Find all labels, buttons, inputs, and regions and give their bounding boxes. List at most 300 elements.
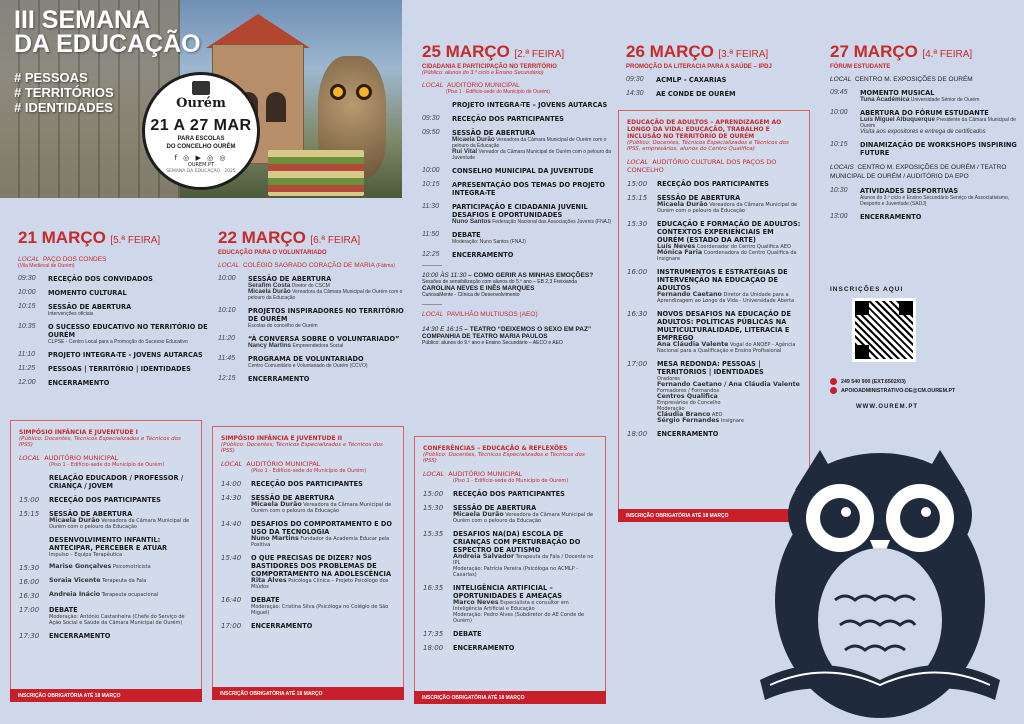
role-label: Oradores <box>657 376 680 382</box>
event-title: RECEÇÃO DOS PARTICIPANTES <box>251 480 363 488</box>
event-title: MOMENTO CULTURAL <box>48 289 127 297</box>
speaker-line <box>48 339 208 345</box>
speaker-role: Moderação: Nuno Santos (FNAJ) <box>452 239 526 245</box>
event-title: RECEÇÃO DOS PARTICIPANTES <box>453 490 565 498</box>
event-body <box>248 307 408 329</box>
event-title: AE CONDE DE OURÉM <box>656 90 736 98</box>
speaker-name: Fernando Caetano / Ana Cláudia Valente <box>657 381 800 388</box>
event-title: “À CONVERSA SOBRE O VOLUNTARIADO” <box>248 335 400 343</box>
speaker-role: Especialista e consultor em Inteligência Artificial e Educação <box>453 600 569 612</box>
day-26-column: 26 MARÇO [3.ª FEIRA] PROMOÇÃO DA LITERACIA PARA A SAÚDE – IPDJ 09:30 ACMLP - CAXARIAS 14:30 AE CONDE DE OURÉM <box>626 42 816 98</box>
event-title: ABERTURA DO FÓRUM ESTUDANTE <box>860 109 989 117</box>
moderation-note: Moderação: Patrícia Pereira (Psicóloga no ACMLP - Caxarias) <box>453 566 579 578</box>
owl-eye <box>356 84 372 100</box>
schedule-item <box>423 644 597 652</box>
event-body <box>49 564 193 572</box>
simposio-2-box: SIMPÓSIO INFÂNCIA E JUVENTUDE II (Público: Docentes, Técnicos Especializados e Técnicos dos IPSS) LOCAL AUDITÓRIO MUNICIPAL (Piso 1 - Edifício-sede do Município de Ourém) 14:00 RECEÇÃO DOS PARTICIPANTES 14:30 SESSÃO DE ABERTURA Micaela Durão Vereadora da Câmara Municipal de Ourém com o pelouro da Educação 14:40 DESAFIOS DO COMPORTAMENTO E DO USO DA TECNOLOGIA Nuno Martins Fundador da Academia Educar pela Positiva 15:40 O QUE PRECISAS DE DIZER? NOS BASTIDORES DOS PROBLEMAS DE COMPORTAMENTO NA ADOLESCÊNCIA Rita Alves Psicóloga Clínica – Projeto Psicólogo dos Miúdos 16:40 DEBATE Moderação: Cristina Silva (Psicóloga no Colégio de São Miguel) 17:00 ENCERRAMENTO INSCRIÇÃO OBRIGATÓRIA ATÉ 18 MARÇO <box>212 426 404 700</box>
speaker-name: Sérgio Fernandes <box>657 417 720 424</box>
schedule-item <box>19 510 193 530</box>
event-body <box>49 510 193 530</box>
event-body <box>453 504 597 524</box>
speaker-role: Terapeuta da Fala / Docente no IPL <box>453 554 594 566</box>
social-icons: f ◎ ▶ ◎ ◎ <box>174 154 228 162</box>
event-time: 15:00 <box>423 490 444 498</box>
speaker-line <box>49 564 193 570</box>
event-title: SESSÃO DE ABERTURA <box>48 303 132 311</box>
speaker-name: Luís Neves <box>657 243 696 250</box>
schedule-item <box>423 504 597 524</box>
speaker-name: Micaela Durão <box>248 288 291 295</box>
speaker-line <box>452 149 612 161</box>
event-title: PARTICIPAÇÃO E CIDADANIA JUVENIL DESAFIOS E OPORTUNIDADES <box>452 203 588 219</box>
event-time: 17:30 <box>19 632 40 640</box>
speaker-role: AEO <box>711 412 723 418</box>
speaker-role: Empreendedora Social <box>292 343 344 349</box>
speaker-role: Vereador da Câmara Municipal de Ourém com o pelouro da Juventude <box>452 149 612 161</box>
event-time: 10:00 <box>422 167 440 174</box>
event-title: EDUCAÇÃO E FORMAÇÃO DE ADULTOS: CONTEXTOS EXPERIENCIAIS EM OURÉM (ESTADO DA ARTE) <box>657 220 801 244</box>
event-body <box>251 554 395 590</box>
event-time: 15:00 <box>19 496 40 504</box>
schedule-item <box>19 606 193 626</box>
event-body <box>251 622 395 630</box>
registration-deadline: INSCRIÇÃO OBRIGATÓRIA ATÉ 18 MARÇO <box>618 509 810 522</box>
speaker-name: Soraia Vicente <box>49 577 101 584</box>
event-body <box>49 474 193 490</box>
speaker-line <box>251 578 395 590</box>
schedule-item <box>221 554 395 590</box>
event-body <box>860 187 1018 207</box>
speaker-role: Diretor da Unidade para a Aprendizagem ao Longo da Vida - Universidade Aberta <box>657 292 795 304</box>
registration-qr-code[interactable] <box>852 298 916 362</box>
registration-deadline: INSCRIÇÃO OBRIGATÓRIA ATÉ 18 MARÇO <box>414 691 606 704</box>
event-time: 10:15 <box>18 303 36 310</box>
event-title: III SEMANA DA EDUCAÇÃO <box>14 6 201 58</box>
event-body <box>49 536 193 558</box>
event-title: SESSÃO DE ABERTURA <box>452 129 536 137</box>
event-title: NOVOS DESAFIOS NA EDUCAÇÃO DE ADULTOS: POLÍTICAS PÚBLICAS NA MULTICULTURALIDADE, LITERACIA E EMPREGO <box>657 310 792 342</box>
schedule-item <box>19 564 193 572</box>
event-body <box>860 141 1018 157</box>
schedule-item <box>422 115 612 123</box>
event-time <box>19 474 49 490</box>
municipal-crest-icon <box>192 81 210 95</box>
speaker-line <box>49 592 193 598</box>
schedule-item <box>627 180 801 188</box>
schedule-item <box>221 622 395 630</box>
event-body <box>48 275 208 283</box>
event-title: PROGRAMA DE VOLUNTARIADO <box>248 355 364 363</box>
schedule-item <box>221 494 395 514</box>
speaker-role: Psicóloga Clínica – Projeto Psicólogo dos Miúdos <box>251 578 389 590</box>
speaker-line <box>453 554 597 566</box>
event-title: ENCERRAMENTO <box>860 213 922 221</box>
schedule-item <box>221 596 395 616</box>
event-body <box>248 275 408 301</box>
schedule-item <box>627 268 801 304</box>
tag: # IDENTIDADES <box>14 100 113 115</box>
event-time: 12:25 <box>422 251 440 258</box>
speaker-role: Alunos do 3.º ciclo e Ensino Secundário Serviço de Associativismo, Desporto e Juventude (SADJ) <box>860 195 1010 207</box>
schedule-item <box>19 496 193 504</box>
speaker-role: Coordenador do Centro Qualifica AEO <box>696 244 791 250</box>
event-time: 11:30 <box>422 203 439 210</box>
event-body <box>657 310 801 354</box>
tower-roof-image <box>206 14 310 48</box>
event-body <box>860 109 1018 135</box>
schedule-item <box>18 303 208 317</box>
event-body <box>452 203 612 225</box>
speaker-line <box>248 343 408 349</box>
event-title: INSTRUMENTOS E ESTRATÉGIAS DE INTERVENÇÃO NA EDUCAÇÃO DE ADULTOS <box>657 268 788 292</box>
schedule-item <box>19 536 193 558</box>
event-title: SESSÃO DE ABERTURA <box>248 275 332 283</box>
speaker-name: Serafim Costa <box>248 282 291 289</box>
speaker-line <box>657 250 801 262</box>
event-time: 14:30 <box>626 90 644 97</box>
event-body <box>248 375 408 383</box>
speaker-name: Andreia Salvador <box>453 553 515 560</box>
schedule-item <box>18 289 208 297</box>
event-body <box>452 231 612 245</box>
event-body <box>49 496 193 504</box>
event-body <box>452 129 612 161</box>
day-25-column: 25 MARÇO [2.ª FEIRA] CIDADANIA E PARTICIPAÇÃO NO TERRITÓRIO (Público: alunos do 3.º ciclo e Ensino Secundário) LOCAL AUDITÓRIO MUNICIPAL (Piso 1 - Edifício-sede do Município de Ourém) PROJETO INTEGRA-TE – JOVENS AUTARCAS 09:30 RECEÇÃO DOS PARTICIPANTES 09:50 SESSÃO DE ABERTURA Micaela Durão Vereadora da Câmara Municipal de Ourém com o pelouro da Educação Rui Vital Vereador da Câmara Municipal de Ourém com o pelouro da Juventude 10:00 CONSELHO MUNICIPAL DA JUVENTUDE 10:15 APRESENTAÇÃO DOS TEMAS DO PROJETO INTEGRA-TE 11:30 PARTICIPAÇÃO E CIDADANIA JUVENIL DESAFIOS E OPORTUNIDADES Nuno Santos Federação Nacional das Associações Juvenis (FNAJ) 11:50 DEBATE Moderação: Nuno Santos (FNAJ) 12:25 ENCERRAMENTO ---------- 10:00 ÀS 11:30 – COMO GERIR AS MINHAS EMOÇÕES? Sessões de sensibilização com alunos do 5.º ano – EB 2,3 Freixianda CAROLINA NEVES E INÊS MARQUES CuriosaMente - Clínica de Desenvolvimento ---------- LOCAL PAVILHÃO MULTIUSOS (AEO) 14:30 E 16:15 – TEATRO “DEIXEMOS O SEXO EM PAZ” COMPANHIA DE TEATRO MARIA PAULOS Público: alunos do 9.º ano e Ensino Secundário – AECO e AEO <box>422 42 612 346</box>
speaker-role: Vogal do ANQEP - Agência Nacional para a Qualificação e Ensino Profissional <box>657 342 796 354</box>
schedule-item <box>423 630 597 638</box>
speaker-line <box>657 292 801 304</box>
event-time: 11:50 <box>422 231 439 238</box>
speaker-role: Presidente da Câmara Municipal de Ourém <box>860 117 1016 129</box>
schedule-item <box>19 578 193 586</box>
speaker-name: Rui Vital <box>452 148 478 155</box>
event-time: 11:10 <box>18 351 35 358</box>
event-title: ENCERRAMENTO <box>48 379 110 387</box>
speaker-line <box>251 604 395 616</box>
schedule-item <box>830 109 1018 135</box>
event-body <box>48 323 208 345</box>
event-title: RELAÇÃO EDUCADOR / PROFESSOR / CRIANÇA / JOVEM <box>49 474 184 490</box>
speaker-name: Centros Qualifica <box>657 393 718 400</box>
event-title: MOMENTO MUSICAL <box>860 89 935 97</box>
event-time: 11:20 <box>218 335 235 342</box>
event-title: PROJETO INTEGRA-TE – JOVENS AUTARCAS <box>452 101 608 109</box>
event-body <box>49 632 193 640</box>
speaker-role: Intervenções oficiais <box>48 311 94 317</box>
event-time: 15:15 <box>627 194 648 202</box>
event-time <box>422 101 452 109</box>
schedule-item <box>18 275 208 283</box>
speaker-name: Nuno Santos <box>452 218 491 225</box>
event-time: 17:00 <box>627 360 648 368</box>
event-tags <box>14 70 114 115</box>
date-badge: Ourém 21 A 27 MAR PARA ESCOLAS DO CONCELHO OURÉM f ◎ ▶ ◎ ◎ OUREM.PT SEMANA DA EDUCAÇÃO · 2025 <box>142 72 260 190</box>
event-body <box>860 213 1018 221</box>
schedule-item <box>627 220 801 262</box>
schedule-item <box>422 129 612 161</box>
conferencias-box: CONFERÊNCIAS – EDUCAÇÃO & REFLEXÕES (Público: Docentes, Técnicos Especializados e Técnicos dos IPSS) LOCAL AUDITÓRIO MUNICIPAL (Piso 1 - Edifício-sede do Município de Ourém) 15:00 RECEÇÃO DOS PARTICIPANTES 15:30 SESSÃO DE ABERTURA Micaela Durão Vereadora da Câmara Municipal de Ourém com o pelouro da Educação 15:35 DESAFIOS NA(DA) ESCOLA DE CRIANÇAS COM PERTURBAÇÃO DO ESPECTRO DE AUTISMO Andreia Salvador Terapeuta da Fala / Docente no IPL Moderação: Patrícia Pereira (Psicóloga no ACMLP - Caxarias) 16:35 INTELIGÊNCIA ARTIFICIAL – OPORTUNIDADES E AMEAÇAS Marco Neves Especialista e consultor em Inteligência Artificial e Educação Moderação: Pedro Alves (Subdiretor do AE Conde de Ourém) 17:35 DEBATE 18:00 ENCERRAMENTO INSCRIÇÃO OBRIGATÓRIA ATÉ 18 MARÇO <box>414 436 606 704</box>
email-icon <box>830 387 837 394</box>
speaker-line <box>860 97 1018 103</box>
speaker-role: Centro Comunitário e Voluntariado de Ourém (CCVO) <box>248 363 368 369</box>
event-body <box>656 90 816 98</box>
event-title: PESSOAS | TERRITÓRIO | IDENTIDADES <box>48 365 191 373</box>
event-time: 09:30 <box>422 115 440 122</box>
event-title: ENCERRAMENTO <box>453 644 515 652</box>
event-body <box>251 494 395 514</box>
tag: # TERRITÓRIOS <box>14 85 114 100</box>
schedule-item <box>18 365 208 373</box>
event-title: INTELIGÊNCIA ARTIFICIAL – OPORTUNIDADES E AMEAÇAS <box>453 584 563 600</box>
speaker-line <box>251 536 395 548</box>
event-body <box>452 251 612 259</box>
event-time: 15:35 <box>423 530 444 538</box>
speaker-line <box>49 614 193 626</box>
schedule-item <box>18 323 208 345</box>
event-title: ENCERRAMENTO <box>251 622 313 630</box>
speaker-line <box>860 117 1018 129</box>
event-time: 12:15 <box>218 375 236 382</box>
event-time: 09:30 <box>626 76 644 83</box>
schedule-item <box>422 181 612 197</box>
schedule-item <box>423 490 597 498</box>
event-title: O SUCESSO EDUCATIVO NO TERRITÓRIO DE OURÉM <box>48 323 208 339</box>
event-time: 15:00 <box>627 180 648 188</box>
schedule-item <box>830 141 1018 157</box>
schedule-item <box>221 480 395 488</box>
event-title: DESENVOLVIMENTO INFANTIL: ANTECIPAR, PERCEBER E ATUAR <box>49 536 168 552</box>
event-time: 15:30 <box>423 504 444 512</box>
event-time: 18:00 <box>627 430 648 438</box>
event-title: PROJETO INTEGRA-TE - JOVENS AUTARCAS <box>48 351 203 359</box>
speaker-name: Micaela Durão <box>49 517 100 524</box>
event-time: 16:00 <box>19 578 40 586</box>
schedule-item <box>422 231 612 245</box>
schedule-item <box>627 360 801 424</box>
email-address[interactable]: APOIOADMINISTRATIVO-DE@CM.OUREM.PT <box>841 388 956 394</box>
event-body <box>48 289 208 297</box>
event-time: 14:00 <box>221 480 242 488</box>
speaker-name: Fernando Caetano <box>657 291 722 298</box>
event-title: DEBATE <box>453 630 482 638</box>
event-time: 10:30 <box>830 187 848 194</box>
speaker-role: Vereadora da Câmara Municipal de Ourém com o pelouro da Educação <box>49 518 190 530</box>
event-time: 16:00 <box>627 268 648 276</box>
event-title: O QUE PRECISAS DE DIZER? NOS BASTIDORES DOS PROBLEMAS DE COMPORTAMENTO NA ADOLESCÊNCIA <box>251 554 392 578</box>
event-title: ENCERRAMENTO <box>452 251 514 259</box>
event-time: 10:35 <box>18 323 36 330</box>
event-body <box>248 355 408 369</box>
speaker-name: Tuna Académica <box>860 96 910 103</box>
event-title: SESSÃO DE ABERTURA <box>453 504 537 512</box>
speaker-role: Terapeuta da Fala <box>102 578 147 584</box>
hero-banner <box>0 0 402 198</box>
owl-eye <box>330 84 346 100</box>
speaker-name: Nancy Martins <box>248 342 292 349</box>
schedule-item <box>423 530 597 578</box>
speaker-role: Vereadora da Câmara Municipal de Ourém com o pelouro da Educação <box>453 512 594 524</box>
schedule-item <box>19 592 193 600</box>
event-body <box>49 592 193 600</box>
speaker-role: Fundador da Academia Educar pela Positiva <box>251 536 390 548</box>
owl-illustration <box>740 430 1010 720</box>
event-title: ENCERRAMENTO <box>248 375 310 383</box>
event-body <box>48 365 208 373</box>
speaker-role: Vereadora da Câmara Municipal de Ourém com o pelouro da Educação <box>452 137 607 149</box>
event-time: 10:10 <box>218 307 236 314</box>
event-time: 11:25 <box>18 365 35 372</box>
event-title: DESAFIOS NA(DA) ESCOLA DE CRIANÇAS COM PERTURBAÇÃO DO ESPECTRO DE AUTISMO <box>453 530 581 554</box>
event-body <box>453 644 597 652</box>
event-title: DEBATE <box>251 596 280 604</box>
event-body <box>49 578 193 586</box>
schedule-item <box>218 375 408 383</box>
schedule-item <box>423 584 597 624</box>
speaker-line <box>453 600 597 612</box>
schedule-item <box>626 76 816 84</box>
tag: # PESSOAS <box>14 70 88 85</box>
event-title: DINAMIZAÇÃO DE WORKSHOPS INSPIRING FUTURE <box>860 141 1017 157</box>
event-note: Visita aos expositores e entrega de certificados <box>860 129 986 135</box>
role-label: Empresários do Concelho <box>657 400 721 406</box>
event-time: 15:40 <box>221 554 242 562</box>
event-time: 17:35 <box>423 630 444 638</box>
speaker-name: Micaela Durão <box>452 136 495 143</box>
speaker-name: Marco Neves <box>453 599 499 606</box>
speaker-name: Luís Miguel Albuquerque <box>860 116 935 123</box>
event-time: 16:40 <box>221 596 242 604</box>
event-time: 09:45 <box>830 89 848 96</box>
contact-info <box>830 378 955 396</box>
event-body <box>48 351 208 359</box>
speaker-line <box>860 195 1018 207</box>
speaker-line <box>251 502 395 514</box>
event-title: DESAFIOS DO COMPORTAMENTO E DO USO DA TECNOLOGIA <box>251 520 392 536</box>
speaker-role: Escolas do concelho de Ourém <box>248 323 318 329</box>
event-title: RECEÇÃO DOS CONVIDADOS <box>48 275 153 283</box>
schedule-item <box>830 213 1018 221</box>
event-body <box>251 596 395 616</box>
event-time: 10:00 <box>18 289 36 296</box>
event-title: APRESENTAÇÃO DOS TEMAS DO PROJETO INTEGRA-TE <box>452 181 606 197</box>
speaker-role: Universidade Sénior de Ourém <box>910 97 980 103</box>
schedule-item <box>218 307 408 329</box>
simposio-1-box: SIMPÓSIO INFÂNCIA E JUVENTUDE I (Público: Docentes, Técnicos Especializados e Técnicos dos IPSS) LOCAL AUDITÓRIO MUNICIPAL (Piso 1 - Edifício-sede do Município de Ourém) RELAÇÃO EDUCADOR / PROFESSOR / CRIANÇA / JOVEM 15:00 RECEÇÃO DOS PARTICIPANTES 15:15 SESSÃO DE ABERTURA Micaela Durão Vereadora da Câmara Municipal de Ourém com o pelouro da Educação DESENVOLVIMENTO INFANTIL: ANTECIPAR, PERCEBER E ATUAR Impulso – Equipa Terapêutica 15:30 Marise Gonçalves Psicomotricista 16:00 Soraia Vicente Terapeuta da Fala 16:30 Andreia Inácio Terapeuta ocupacional 17:00 DEBATE Moderação: António Castanheira (Chefe do Serviço de Ação Social e Saúde da Câmara Municipal de Ourém) 17:30 ENCERRAMENTO INSCRIÇÃO OBRIGATÓRIA ATÉ 18 MARÇO <box>10 420 202 702</box>
event-time: 18:00 <box>423 644 444 652</box>
event-body <box>48 303 208 317</box>
event-body <box>453 630 597 638</box>
event-title: RECEÇÃO DOS PARTICIPANTES <box>452 115 564 123</box>
speaker-line <box>657 202 801 214</box>
phone-icon <box>830 378 837 385</box>
event-time: 14:30 <box>221 494 242 502</box>
speaker-name: Micaela Durão <box>657 201 708 208</box>
speaker-role: Psicomotricista <box>112 564 151 570</box>
event-body <box>452 101 612 109</box>
speaker-line <box>452 219 612 225</box>
event-body <box>248 335 408 349</box>
speaker-role: Insignare <box>720 418 744 424</box>
event-time: 16:30 <box>627 310 648 318</box>
event-title: ENCERRAMENTO <box>657 430 719 438</box>
speaker-role: Moderação: António Castanheira (Chefe do Serviço de Ação Social e Saúde da Câmara Municipal de Ourém) <box>49 614 185 626</box>
schedule-item <box>218 275 408 301</box>
day-22-column: 22 MARÇO [6.ª FEIRA] EDUCAÇÃO PARA O VOLUNTARIADO LOCAL COLÉGIO SAGRADO CORAÇÃO DE MARIA (Fátima) 10:00 SESSÃO DE ABERTURA Serafim Costa Diretor do CSCM Micaela Durão Vereadora da Câmara Municipal de Ourém com o pelouro da Educação 10:10 PROJETOS INSPIRADORES NO TERRITÓRIO DE OURÉM Escolas do concelho de Ourém 11:20 “À CONVERSA SOBRE O VOLUNTARIADO” Nancy Martins Empreendedora Social 11:45 PROGRAMA DE VOLUNTARIADO Centro Comunitário e Voluntariado de Ourém (CCVO) 12:15 ENCERRAMENTO <box>218 228 408 383</box>
schedule-item <box>422 167 612 175</box>
speaker-line <box>248 289 408 301</box>
event-time: 15:15 <box>19 510 40 518</box>
speaker-role: Diretor do CSCM <box>291 283 330 289</box>
event-body <box>49 606 193 626</box>
speaker-line <box>657 418 801 424</box>
speaker-role: Vereadora da Câmara Municipal de Ourém com o pelouro da Educação <box>657 202 798 214</box>
schedule-item <box>19 632 193 640</box>
schedule-item <box>627 194 801 214</box>
event-time <box>19 536 49 558</box>
event-title: SESSÃO DE ABERTURA <box>657 194 741 202</box>
speaker-name: Micaela Durão <box>251 501 302 508</box>
event-title: MESA REDONDA: PESSOAS | TERRITÓRIOS | IDENTIDADES <box>657 360 764 376</box>
event-body <box>452 115 612 123</box>
moderation-note: Moderação: Pedro Alves (Subdiretor do AE Conde de Ourém) <box>453 612 585 624</box>
books-stack-image <box>268 150 364 196</box>
speaker-line <box>248 323 408 329</box>
speaker-role: Vereadora da Câmara Municipal de Ourém com o pelouro da Educação <box>251 502 392 514</box>
event-time: 10:15 <box>422 181 440 188</box>
schedule-item <box>19 474 193 490</box>
schedule-item <box>221 520 395 548</box>
phone-number[interactable]: 249 540 900 (EXT.6502/03) <box>841 379 906 385</box>
event-time: 15:30 <box>627 220 648 228</box>
speaker-name: Andreia Inácio <box>49 591 101 598</box>
speaker-line <box>452 239 612 245</box>
speaker-name: Marise Gonçalves <box>49 563 112 570</box>
speaker-name: Rita Alves <box>251 577 287 584</box>
speaker-name: Cláudia Branco <box>657 411 711 418</box>
schedule-item <box>626 90 816 98</box>
event-body <box>453 530 597 578</box>
event-time: 16:30 <box>19 592 40 600</box>
event-body <box>452 181 612 197</box>
event-time: 17:00 <box>19 606 40 614</box>
event-time: 10:00 <box>830 109 848 116</box>
speaker-line <box>48 311 208 317</box>
event-title: ACMLP - CAXARIAS <box>656 76 727 84</box>
event-title: SESSÃO DE ABERTURA <box>49 510 133 518</box>
event-time: 15:30 <box>19 564 40 572</box>
event-time: 13:00 <box>830 213 848 220</box>
role-label: Formadores / Formandos <box>657 388 720 394</box>
speaker-role: CLPSE - Centro Local para a Promoção do Sucesso Educativo <box>48 339 188 345</box>
event-title: ATIVIDADES DESPORTIVAS <box>860 187 959 195</box>
speaker-role: Federação Nacional das Associações Juvenis (FNAJ) <box>492 219 612 225</box>
event-body <box>657 194 801 214</box>
speaker-line <box>49 518 193 530</box>
ourem-logo: Ourém <box>176 96 226 111</box>
speaker-role: Moderação: Cristina Silva (Psicóloga no Colégio de São Miguel) <box>251 604 389 616</box>
event-body <box>453 490 597 498</box>
schedule-item <box>627 310 801 354</box>
website-link[interactable]: WWW.OUREM.PT <box>856 404 918 410</box>
event-body <box>251 520 395 548</box>
event-title: PROJETOS INSPIRADORES NO TERRITÓRIO DE OURÉM <box>248 307 404 323</box>
event-body <box>657 268 801 304</box>
speaker-name: Nuno Martins <box>251 535 299 542</box>
schedule-item <box>830 89 1018 103</box>
event-body <box>453 584 597 624</box>
speaker-role: Impulso – Equipa Terapêutica <box>49 552 123 558</box>
event-title: CONSELHO MUNICIPAL DA JUVENTUDE <box>452 167 594 175</box>
